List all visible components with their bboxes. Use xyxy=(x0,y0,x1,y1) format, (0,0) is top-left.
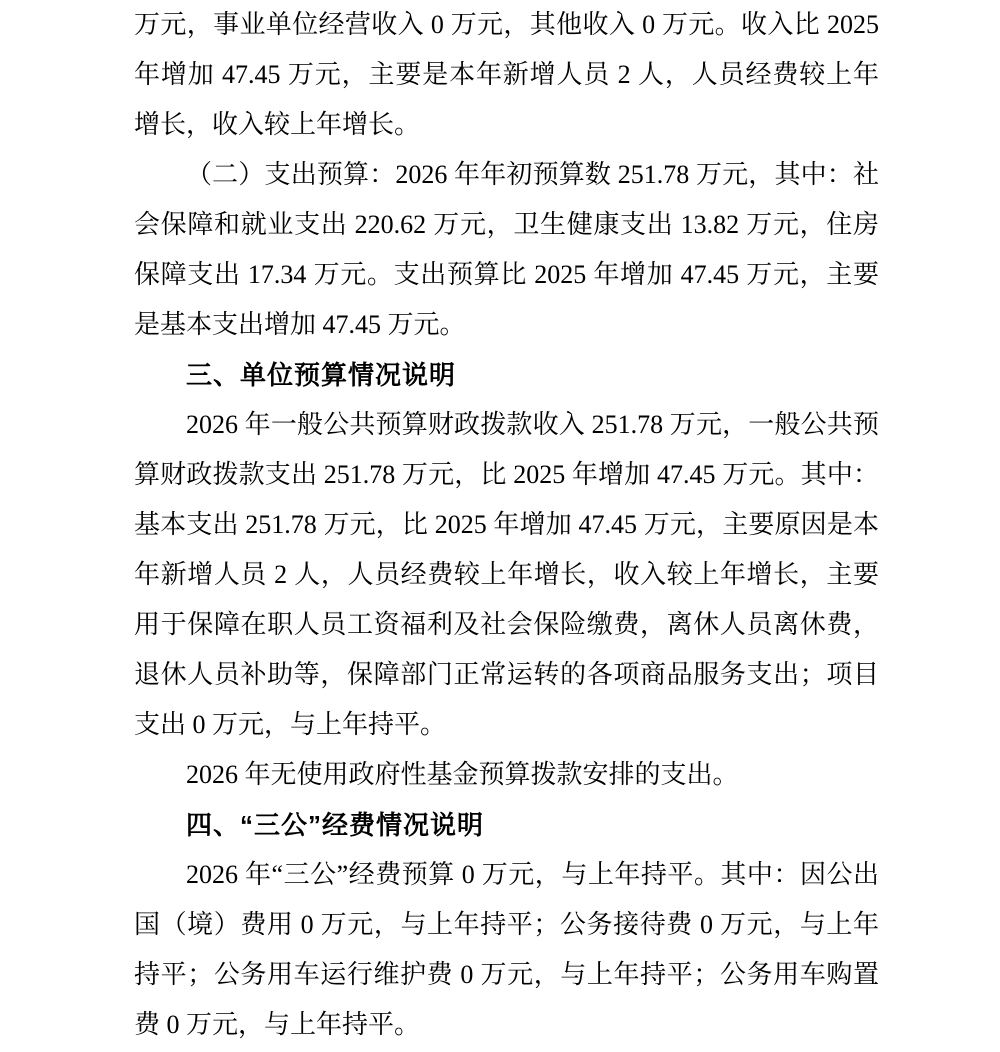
paragraph: （二）支出预算：2026 年年初预算数 251.78 万元，其中：社会保障和就业支出 220.62 万元，卫生健康支出 13.82 万元，住房保障支出 17.34 万元。支出预算比 2025 年增加 47.45 万元，主要是基本支出增加 47.45 万元。 xyxy=(134,160,879,339)
paragraph: 2026 年“三公”经费预算 0 万元，与上年持平。其中：因公出国（境）费用 0 万元，与上年持平；公务接待费 0 万元，与上年持平；公务用车运行维护费 0 万元，与上年持平；公务用车购置费 0 万元，与上年持平。 xyxy=(134,860,879,1039)
section-heading: 四、“三公”经费情况说明 xyxy=(186,810,485,840)
paragraph: 2026 年无使用政府性基金预算拨款安排的支出。 xyxy=(186,760,739,789)
paragraph: 万元，事业单位经营收入 0 万元，其他收入 0 万元。收入比 2025 年增加 47.45 万元，主要是本年新增人员 2 人，人员经费较上年增长，收入较上年增长。 xyxy=(134,10,879,139)
paragraph: 2026 年一般公共预算财政拨款收入 251.78 万元，一般公共预算财政拨款支出 251.78 万元，比 2025 年增加 47.45 万元。其中：基本支出 251.78 万元，比 2025 年增加 47.45 万元，主要原因是本年新增人员 2 人，人员经费较上年增长，收入较上年增长，主要用于保障在职人员工资福利及社会保险缴费，离休人员离休费，退休人员补助等，保障部门正常运转的各项商品服务支出；项目支出 0 万元，与上年持平。 xyxy=(134,410,879,739)
section-heading: 三、单位预算情况说明 xyxy=(186,360,457,390)
